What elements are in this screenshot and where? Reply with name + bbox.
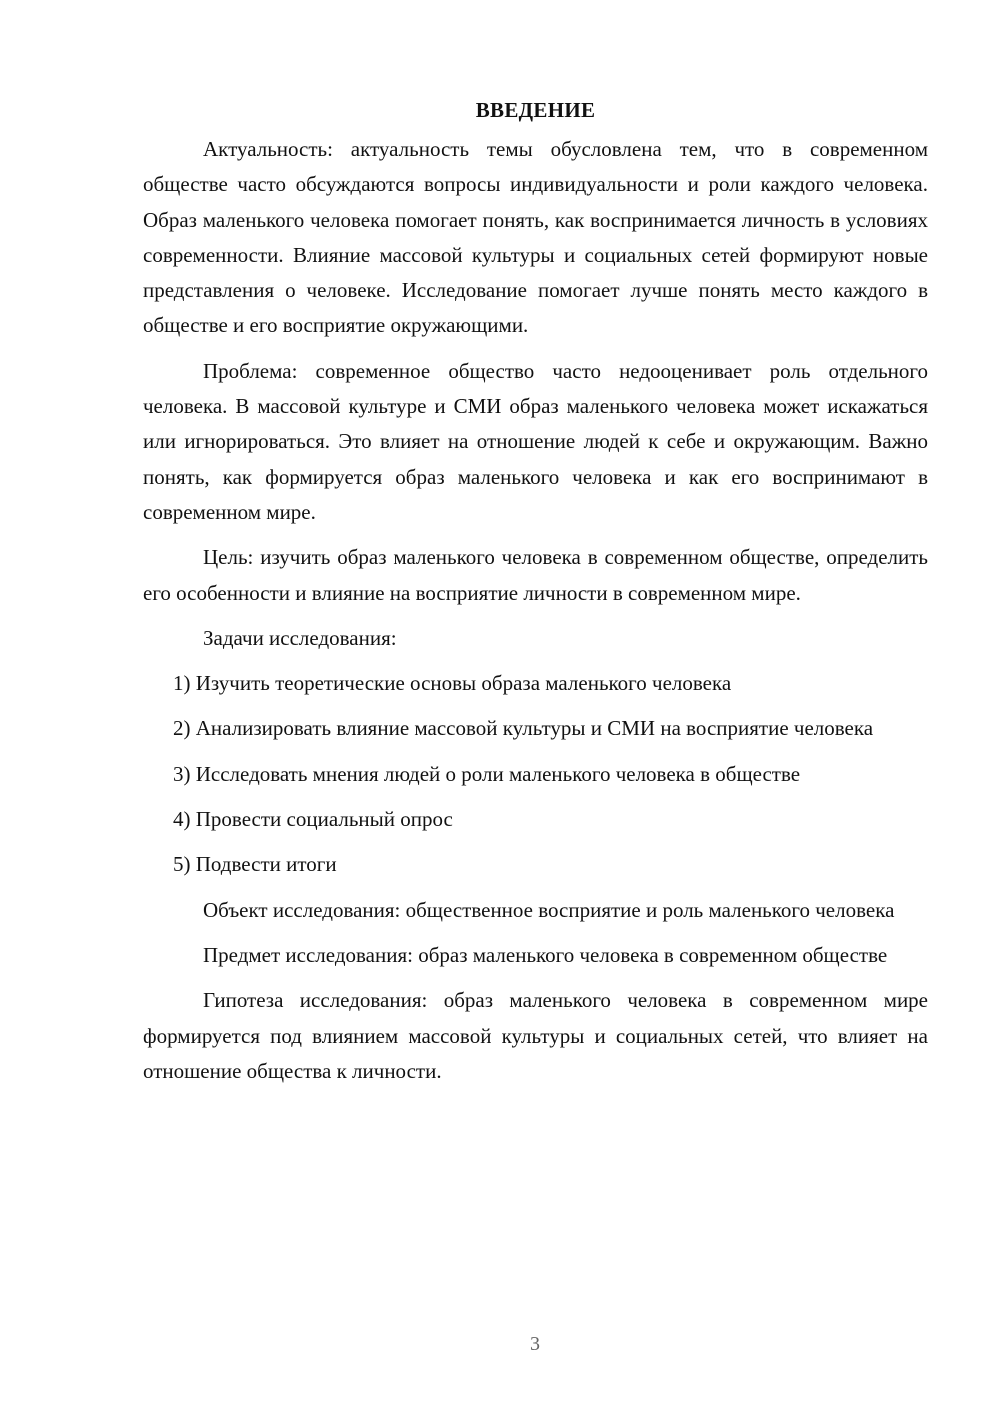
task-item-1: 1) Изучить теоретические основы образа маленького человека [173,671,732,696]
tasks-label: Задачи исследования: [203,625,397,650]
task-item-3: 3) Исследовать мнения людей о роли маленького человека в обществе [173,761,801,786]
goal-paragraph: Цель: изучить образ маленького человека в современном обществе, определить его особенности и влияние на восприятие личности в современном мире. [143,545,928,605]
task-item-4: 4) Провести социальный опрос [173,807,453,832]
page-title: ВВЕДЕНИЕ [475,98,596,122]
document-page [143,96,928,1099]
subject-paragraph: Предмет исследования: образ маленького человека в современном обществе [203,942,888,967]
problem-paragraph: Проблема: современное общество часто недооценивает роль отдельного человека. В массовой культуре и СМИ образ маленького человека может искажаться или игнорироваться. Это влияет на отношение людей к себе и окружающим. Важно понять, как формируется образ маленького человека и как его воспринимают в современном мире. [143,358,928,524]
object-paragraph: Объект исследования: общественное восприятие и роль маленького человека [203,897,895,922]
task-item-2: 2) Анализировать влияние массовой культуры и СМИ на восприятие человека [173,716,874,741]
task-item-5: 5) Подвести итоги [173,852,337,877]
hypothesis-paragraph: Гипотеза исследования: образ маленького человека в современном мире формируется под влиянием массовой культуры и социальных сетей, что влияет на отношение общества к личности. [143,988,928,1083]
page-number: 3 [530,1333,540,1355]
relevance-paragraph: Актуальность: актуальность темы обусловлена тем, что в современном обществе часто обсуждаются вопросы индивидуальности и роли каждого человека. Образ маленького человека помогает понять, как воспринимается личность в условиях современности. Влияние массовой культуры и социальных сетей формируют новые представления о человеке. Исследование помогает лучше понять место каждого в обществе и его восприятие окружающими. [143,137,928,338]
